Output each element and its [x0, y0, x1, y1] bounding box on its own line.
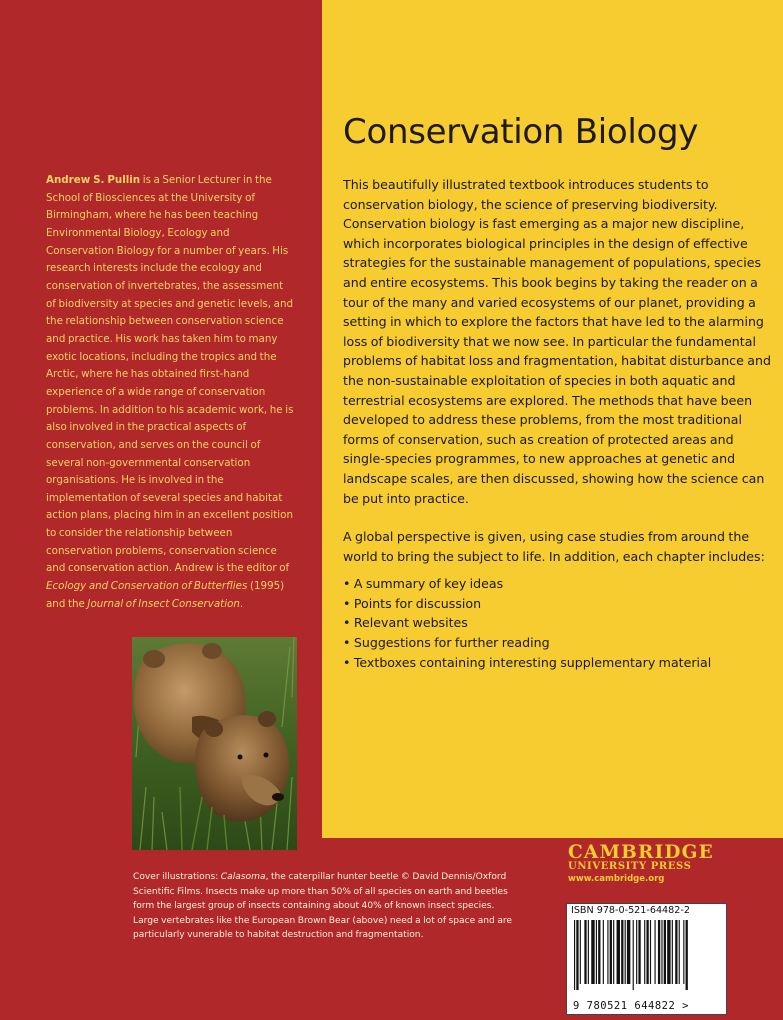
feature-item: • Relevant websites [343, 613, 771, 633]
publisher-name: CAMBRIDGE [568, 842, 714, 863]
barcode-bar [596, 920, 597, 984]
barcode-bar [638, 920, 640, 984]
barcode-bar [588, 920, 589, 984]
author-journal-title: Journal of Insect Conservation [87, 597, 240, 610]
bear-photo [132, 637, 297, 850]
barcode-bar [672, 920, 673, 984]
author-bio-text: is a Senior Lecturer in the School of Biosciences at the University of Birmingham, where he has been teaching Environmental Biology, Ecology and Conservation Biology for a number of years. His research interests include the ecology and conservation of invertebrates, the assessment of biodiversity at species and genetic levels, and the relationship between conservation science and practice. His work has taken him to many exotic locations, including the tropics and the Arctic, where he has obtained first-hand experience of a wide range of conservation problems. In addition to his academic work, he is also involved in the practical aspects of conservation, and serves on the council of several non-governmental conservation organisations. He is involved in the implementation of several species and habitat action plans, placing him in an excellent position to consider the relationship between conservation problems, conservation science and conservation action. Andrew is the editor of [46, 174, 294, 575]
features-list [343, 574, 771, 672]
perspective-paragraph: A global perspective is given, using case studies from around the world to bring the subject to life. In addition, each chapter includes: [343, 529, 765, 564]
description-paragraph: This beautifully illustrated textbook introduces students to conservation biology, the science of preserving biodiversity. Conservation biology is fast emerging as a major new discipline, which incorporates biological principles in the design of effective strategies for the sustainable management of populations, species and entire ecosystems. This book begins by taking the reader on a tour of the many and varied ecosystems of our planet, providing a setting in which to explore the factors that have led to the alarming loss of biodiversity that we now see. In particular the fundamental problems of habitat loss and fragmentation, habitat disturbance and the non-sustainable exploitation of species in both aquatic and terrestrial ecosystems are explored. The methods that have been developed to address these problems, from the most traditional forms of conservation, such as creation of protected areas and single-species programmes, to new approaches at genetic and landscape scales, are then discussed, showing how the science can be put into practice. [343, 177, 771, 506]
barcode-bar [636, 920, 637, 984]
barcode-bar [576, 920, 578, 990]
barcode-bar [598, 920, 600, 984]
barcode-bar [617, 920, 620, 984]
publisher-url: www.cambridge.org [568, 874, 665, 884]
barcode-bar [655, 920, 656, 984]
barcode-digits: 9 780521 644822 > [573, 1000, 689, 1012]
author-bio [46, 172, 294, 613]
barcode-bar [627, 920, 630, 984]
author-bio-text-2: (1995) and the [46, 580, 285, 610]
feature-item: • Suggestions for further reading [343, 633, 771, 653]
credits-species: Calasoma [220, 872, 266, 882]
book-description [343, 175, 771, 672]
barcode-bar [650, 920, 651, 984]
barcode-bars [574, 920, 720, 990]
feature-item: • Textboxes containing interesting supplementary material [343, 653, 771, 673]
feature-item: • Points for discussion [343, 594, 771, 614]
barcode-bar [610, 920, 612, 984]
isbn-label: ISBN 978-0-521-64482-2 [571, 905, 690, 916]
barcode [566, 903, 727, 1015]
publisher-logo [568, 842, 714, 884]
bear-illustration [132, 637, 297, 850]
author-book-title: Ecology and Conservation of Butterflies [46, 580, 248, 593]
credits-prefix: Cover illustrations: [133, 872, 221, 882]
barcode-bar [574, 920, 575, 990]
barcode-bar [664, 920, 666, 984]
publisher-subtitle: UNIVERSITY PRESS [568, 861, 692, 872]
barcode-bar [591, 920, 594, 984]
author-bio-end: . [239, 597, 244, 610]
barcode-bar [621, 920, 623, 984]
barcode-bar [584, 920, 586, 984]
book-title: Conservation Biology [343, 112, 699, 152]
barcode-bar [683, 920, 684, 984]
barcode-bar [686, 920, 688, 990]
barcode-bar [607, 920, 608, 984]
author-name: Andrew S. Pullin [46, 174, 141, 186]
barcode-bar [603, 920, 604, 984]
barcode-bar [667, 920, 670, 984]
barcode-bar [625, 920, 626, 984]
barcode-bar [661, 920, 662, 984]
barcode-bar [644, 920, 645, 984]
barcode-bar [633, 920, 634, 990]
barcode-bar [675, 920, 677, 984]
barcode-bar [658, 920, 660, 984]
barcode-bar [580, 920, 581, 984]
cover-credits [133, 870, 513, 943]
barcode-bar [679, 920, 680, 984]
barcode-bar [646, 920, 648, 984]
credits-text: , the caterpillar hunter beetle © David Dennis/Oxford Scientific Films. Insects make up more than 50% of all species on earth and beetles form the largest group of insects containing about 40% of known insect species. Large vertebrates like the European Brown Bear (above) need a lot of space and are particularly vunerable to habitat destruction and fragmentation. [133, 872, 513, 941]
barcode-bar [613, 920, 614, 984]
feature-item: • A summary of key ideas [343, 574, 771, 594]
